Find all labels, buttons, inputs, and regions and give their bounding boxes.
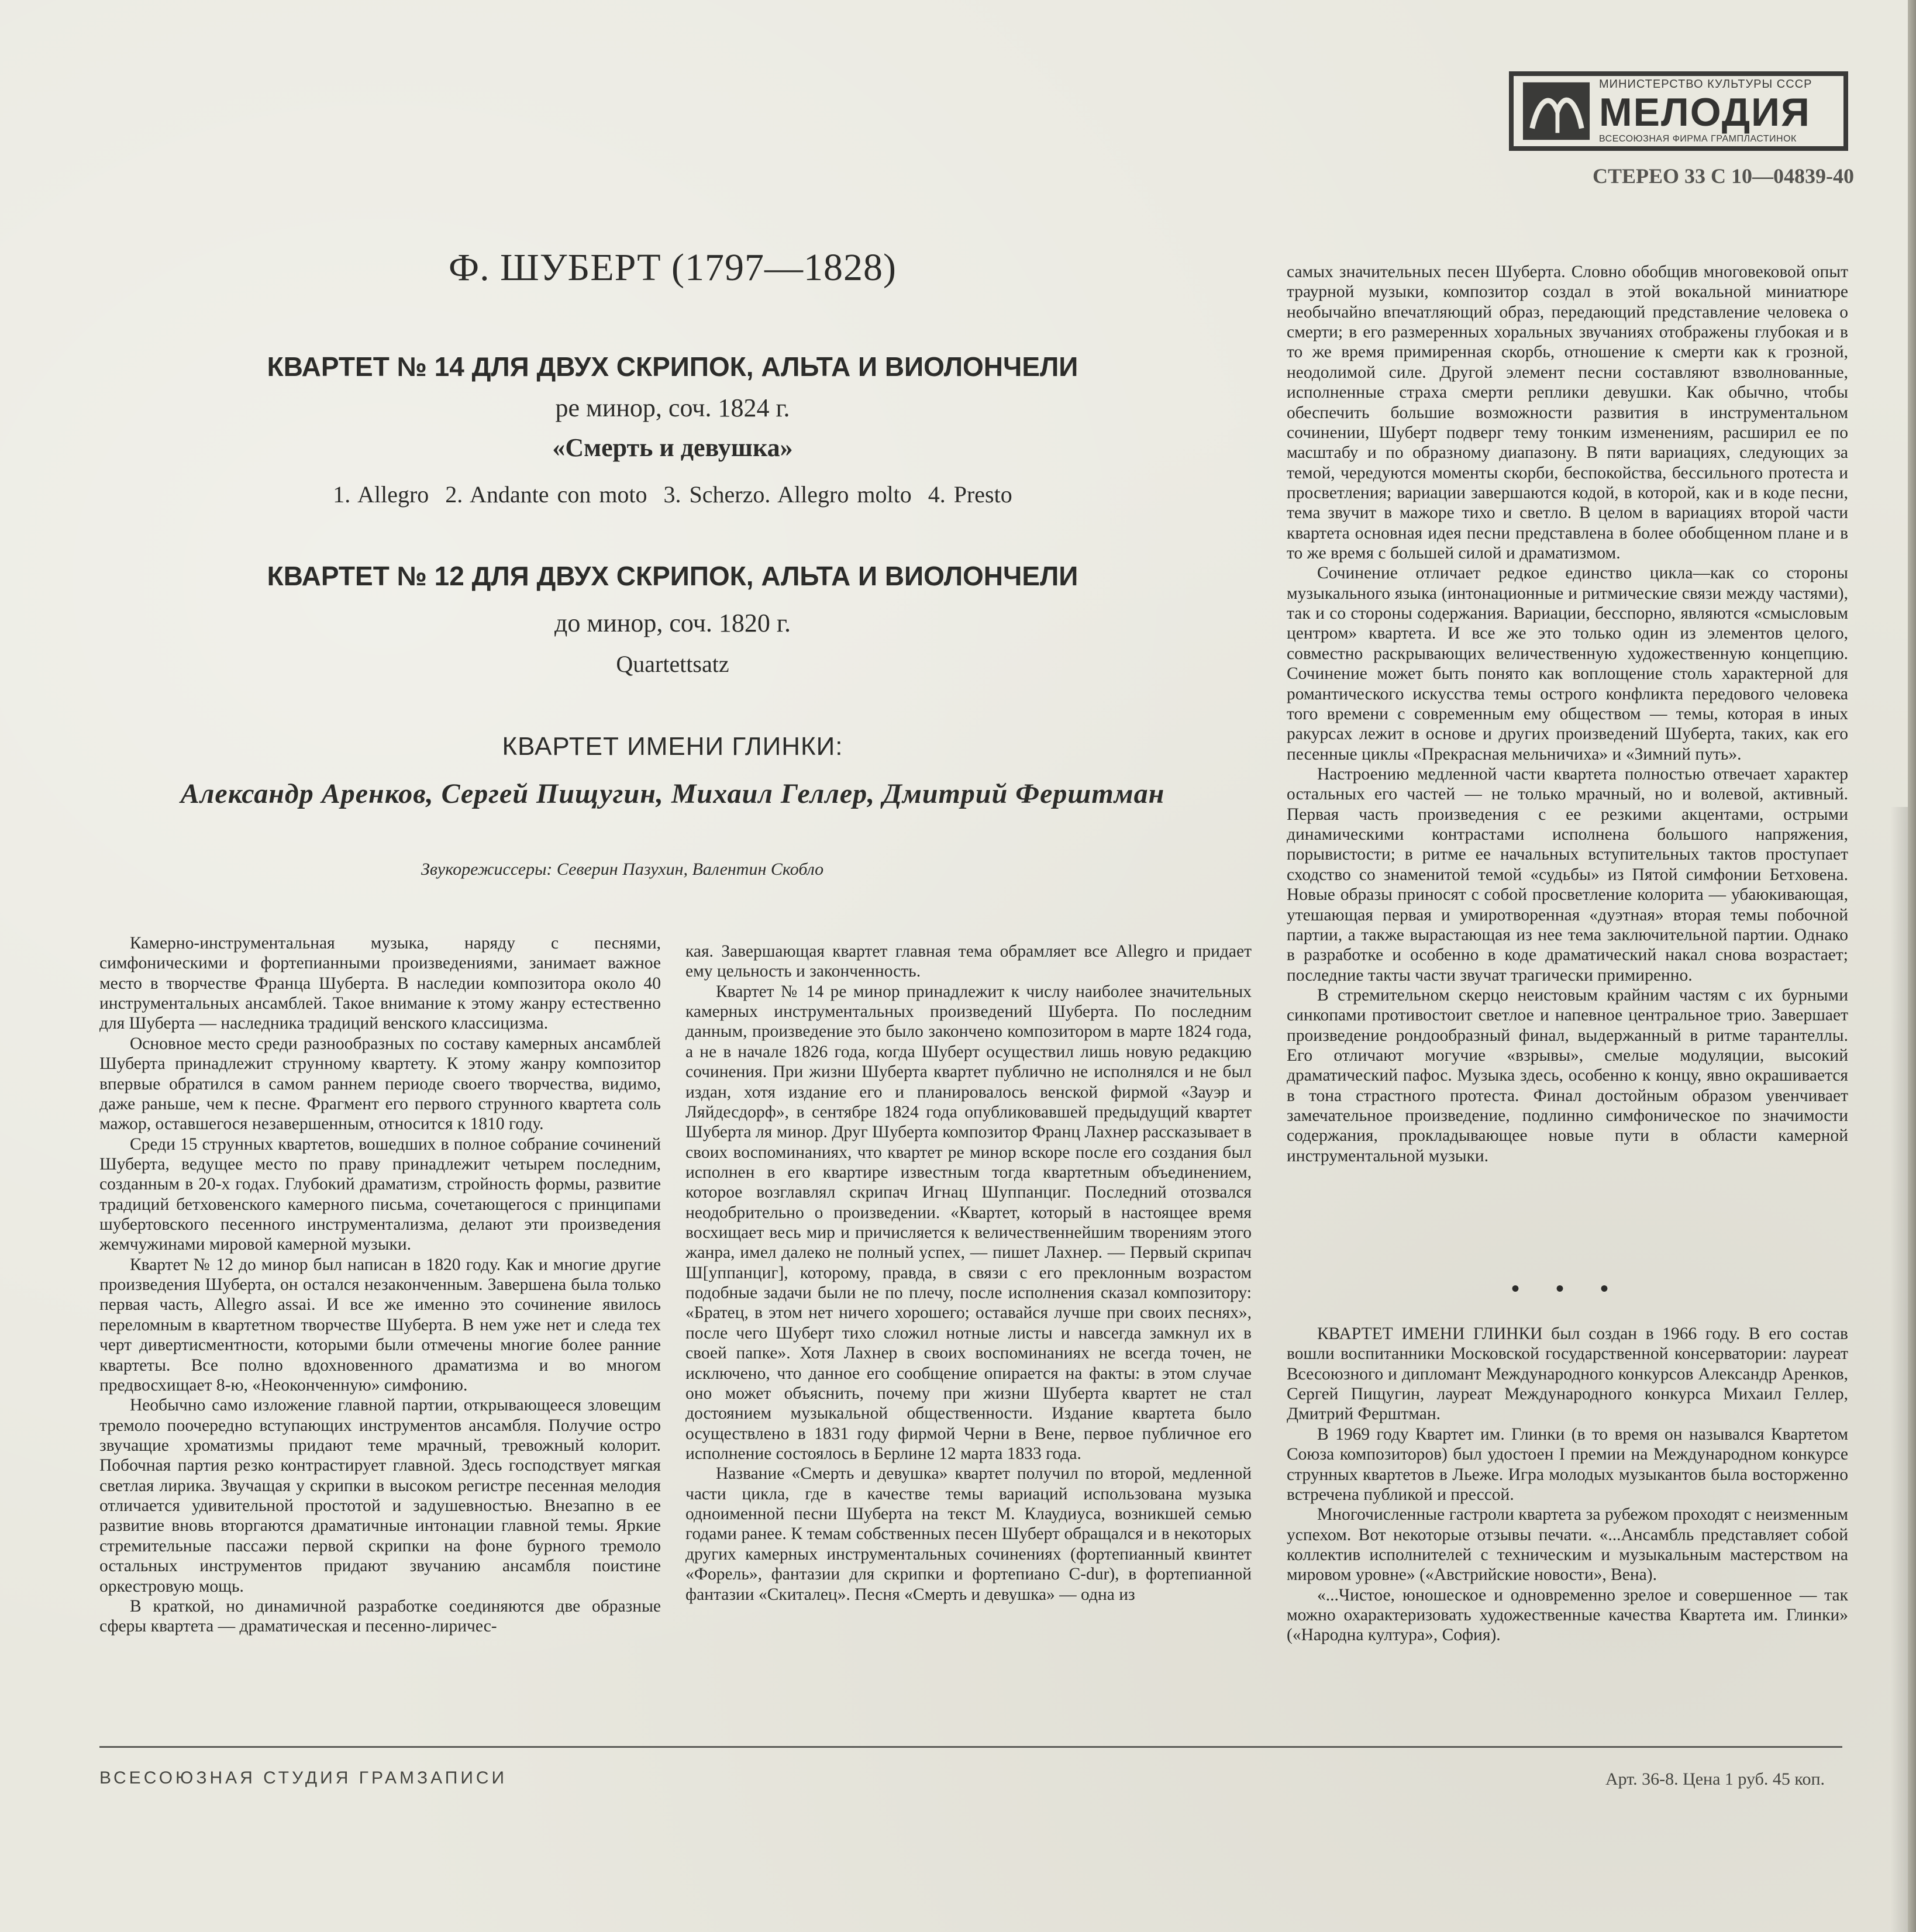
ensemble-biography: [1287, 1324, 1848, 1645]
paragraph: «...Чистое, юношеское и одновременно зрелое и совершенное — так можно охарактеризовать художественные качества Квартета им. Глинки» («Народна култура», София).: [1287, 1585, 1848, 1645]
ensemble-members: Александр Аренков, Сергей Пищугин, Михаил Геллер, Дмитрий Ферштман: [180, 778, 1165, 809]
studio-name: ВСЕСОЮЗНАЯ СТУДИЯ ГРАМЗАПИСИ: [99, 1768, 508, 1788]
quartet14-movements: 1. Allegro 2. Andante con moto 3. Scherzo. Allegro molto 4. Presto: [333, 481, 1012, 508]
paragraph: Основное место среди разнообразных по составу камерных ансамблей Шуберта принадлежит струнному квартету. К этому жанру композитор впервые обратился в самом раннем периоде своего творчества, видимо, даже раньше, чем к песне. Фрагмент его первого струнного квартета соль мажор, оставшегося незавершенным, относится к 1810 году.: [99, 1034, 661, 1134]
paragraph: Настроению медленной части квартета полностью отвечает характер остальных его частей — не только мрачный, но и волевой, активный. Первая часть произведения с ее резкими акцентами, острыми динамическими контрастами исполнена большого напряжения, порывистости; в ритме ее начальных вступительных тактов проступает сходство со знаменитой темой «судьбы» из Пятой симфонии Бетховена. Новые образы приносят с собой просветление колорита — убаюкивающая, утешающая первая и умиротворенная «дуэтная» вторая темы побочной партии, а также вырастающая из нее тема заключительной партии. Однако в разработке и особенно в коде драматический накал снова возрастает; последние такты части звучат трагически примиренно.: [1287, 764, 1848, 985]
quartet14-subtitle: «Смерть и девушка»: [552, 433, 793, 462]
quartet14-title: КВАРТЕТ № 14 ДЛЯ ДВУХ СКРИПОК, АЛЬТА И ВИОЛОНЧЕЛИ: [267, 351, 1078, 382]
sound-engineers: Звукорежиссеры: Северин Пазухин, Валентин Скобло: [421, 860, 824, 879]
liner-notes-column-1: [99, 933, 661, 1637]
paragraph: Необычно само изложение главной партии, открывающееся зловещим тремоло поочередно вступающих инструментов ансамбля. Получие остро звучащие хроматизмы придают теме мрачный, тревожный колорит. Побочная партия резко контрастирует главной. Здесь господствует мягкая светлая лирика. Звучащая у скрипки в высоком регистре песенная мелодия отличается удивительной простотой и задушевностью. Внезапно в ее развитие вновь вторгаются драматичные интонации главной темы. Яркие стремительные пассажи первой скрипки на фоне бурного тремоло остальных инструментов придают звучанию ансамбля поистине оркестровую мощь.: [99, 1396, 661, 1596]
paragraph: В краткой, но динамичной разработке соединяются две образные сферы квартета — драматическая и песенно-лиричес-: [99, 1596, 661, 1636]
paragraph: Камерно-инструментальная музыка, наряду с песнями, симфоническими и фортепианными произведениями, занимает важное место в творчестве Франца Шуберта. В наследии композитора около 40 инструментальных ансамблей. Такое внимание к этому жанру естественно для Шуберта — наследника традиций венского классицизма.: [99, 934, 661, 1033]
liner-notes-column-3: [1287, 262, 1848, 1166]
ensemble-title: КВАРТЕТ ИМЕНИ ГЛИНКИ:: [502, 732, 843, 761]
quartet12-key: до минор, соч. 1820 г.: [554, 609, 791, 637]
logo-ministry: МИНИСТЕРСТВО КУЛЬТУРЫ СССР: [1599, 78, 1812, 91]
paragraph: Название «Смерть и девушка» квартет получил по второй, медленной части цикла, где в качестве темы вариаций использована музыка одноименной песни Шуберта на текст М. Клаудиуса, возникшей семью годами ранее. К темам собственных песен Шуберт обращался и в некоторых других камерных инструментальных сочинениях (фортепианный квинтет «Форель», фантазии для скрипки и фортепиано C-dur), в фортепианной фантазии «Скиталец». Песня «Смерть и девушка» — одна из: [685, 1464, 1252, 1604]
footer-divider: [99, 1746, 1842, 1748]
catalog-number: СТЕРЕО 33 С 10—04839-40: [1592, 164, 1854, 188]
paragraph: В 1969 году Квартет им. Глинки (в то время он назывался Квартетом Союза композиторов) был удостоен I премии на Международном конкурсе струнных квартетов в Льеже. Игра молодых музыкантов была восторженно встречена публикой и прессой.: [1287, 1424, 1848, 1504]
price-label: Арт. 36-8. Цена 1 руб. 45 коп.: [1605, 1769, 1825, 1789]
logo-name: МЕЛОДИЯ: [1599, 90, 1811, 134]
sleeve-edge-shadow: [1890, 807, 1908, 1932]
paragraph: КВАРТЕТ ИМЕНИ ГЛИНКИ был создан в 1966 году. В его состав вошли воспитанники Московской государственной консерватории: лауреат Всесоюзного и дипломант Международного конкурсов Александр Аренков, Сергей Пищугин, лауреат Международного конкурса Михаил Геллер, Дмитрий Ферштман.: [1287, 1324, 1848, 1424]
logo-firm: ВСЕСОЮЗНАЯ ФИРМА ГРАМПЛАСТИНОК: [1599, 134, 1797, 144]
paragraph: Квартет № 12 до минор был написан в 1820 году. Как и многие другие произведения Шуберта, он остался незаконченным. Завершена была только первая часть, Allegro assai. И все же именно это сочинение явилось переломным в квартетном творчестве Шуберта. В нем уже нет и следа тех черт дивертисментности, которыми были отмечены многие более ранние квартеты. Все полно вдохновенного драматизма и во многом предвосхищает 8-ю, «Неоконченную» симфонию.: [99, 1255, 661, 1395]
paragraph: В стремительном скерцо неистовым крайним частям с их бурными синкопами противостоит светлое и напевное центральное трио. Завершает произведение рондообразный финал, выдержанный в ритме тарантеллы. Его отличают могучие «взрывы», смелые модуляции, высокий драматический пафос. Музыка здесь, особенно к концу, явно окрашивается в тона страстного протеста. Финал достойным образом увенчивает замечательное произведение, подлинно симфоническое по значимости содержания, прокладывающее новые пути в области камерной инструментальной музыки.: [1287, 985, 1848, 1165]
paragraph: кая. Завершающая квартет главная тема обрамляет все Allegro и придает ему цельность и законченность.: [685, 942, 1252, 981]
paragraph: самых значительных песен Шуберта. Словно обобщив многовековой опыт траурной музыки, композитор создал в этой вокальной миниатюре необычайно впечатляющий образ, передающий представление человека о смерти; в его размеренных хоральных звучаниях отображены глубокая и в то же время примиренная скорбь, отношение к смерти как к грозной, неодолимой силе. Другой элемент песни составляют взволнованные, исполненные страха смерти реплики девушки. Как обычно, чтобы обеспечить большие возможности развития в инструментальном сочинении, Шуберт подверг тему тонким изменениям, расширил ее по масштабу и по образному диапазону. В пяти вариациях, следующих за темой, чередуются моменты скорби, беспокойства, бессильного протеста и просветления; вариации завершаются кодой, в которой, как и в коде песни, тема звучит в мажоре тихо и светло. В целом в вариациях второй части квартета основная идея песни представлена в более обобщенном плане и в то же время с большей силой и драматизмом.: [1287, 263, 1848, 563]
paragraph: Квартет № 14 ре минор принадлежит к числу наиболее значительных камерных инструментальных произведений Шуберта. По последним данным, произведение это было закончено композитором в марте 1824 года, а не в начале 1826 года, когда Шуберт осуществил лишь новую редакцию сочинения. При жизни Шуберта квартет публично не исполнялся и не был издан, хотя издание его и планировалось венской фирмой «Зауэр и Ляйдесдорф», в сентябре 1824 года опубликовавшей предыдущий квартет Шуберта ля минор. Друг Шуберта композитор Франц Лахнер рассказывает в своих воспоминаниях, что квартет ре минор вскоре после его создания был исполнен в его квартире известным тогда квартетным объединением, которое возглавлял скрипач Игнац Шуппанциг. Последний отозвался неодобрительно о произведении. «Квартет, который в настоящее время восхищает весь мир и причисляется к величественнейшим творениям этого жанра, имел далеко не полный успех, — пишет Лахнер. — Первый скрипач Ш[уппанциг], которому, правда, в связи с его преклонным возрастом подобные задачи были не по плечу, после исполнения сказал композитору: «Братец, в этом нет ничего хорошего; оставайся лучше при своих песнях», после чего Шуберт тихо сложил нотные листы и навсегда замкнул их в своей папке». Хотя Лахнер в своих воспоминаниях не всегда точен, не исключено, что данное его сообщение опирается на факты: в этом случае оно может объяснить, почему при жизни Шуберта квартет не стал достоянием музыкальной общественности. Издание квартета было осуществлено в 1831 году фирмой Черни в Вене, первое публичное его исполнение состоялось в Берлине 12 марта 1833 года.: [685, 982, 1252, 1463]
melodiya-logo-icon: [1522, 81, 1591, 142]
liner-notes-column-2: [685, 941, 1252, 1605]
logo-text: [1599, 78, 1835, 144]
paragraph: Сочинение отличает редкое единство цикла—как со стороны музыкального языка (интонационные и ритмические связи между частями), так и со стороны содержания. Вариации, бесспорно, являются «смысловым центром» квартета. И все же это только один из элементов целого, совместно раскрывающих величественную художественную концепцию. Сочинение может быть понято как воплощение столь характерной для романтического искусства темы острого конфликта передового человека того времени с современным ему обществом — темы, которая в иных ракурсах лежит в основе и других произведений Шуберта, таких, как его песенные циклы «Прекрасная мельничиха» и «Зимний путь».: [1287, 564, 1848, 764]
paragraph: Многочисленные гастроли квартета за рубежом проходят с неизменным успехом. Вот некоторые отзывы печати. «...Ансамбль представляет собой коллектив исполнителей с техническим и музыкальным мастерством на мировом уровне» («Австрийские новости», Вена).: [1287, 1505, 1848, 1585]
paragraph: Среди 15 струнных квартетов, вошедших в полное собрание сочинений Шуберта, ведущее место по праву принадлежит четырем последним, созданным в 20-х годах. Глубокий драматизм, стройность формы, развитие традиций бетховенского камерного письма, сочетающегося с принципами шубертовского песенного инструментализма, делают эти произведения жемчужинами мировой камерной музыки.: [99, 1134, 661, 1254]
quartet12-title: КВАРТЕТ № 12 ДЛЯ ДВУХ СКРИПОК, АЛЬТА И ВИОЛОНЧЕЛИ: [267, 561, 1078, 591]
composer-title: Ф. ШУБЕРТ (1797—1828): [449, 246, 897, 289]
section-separator: • • •: [1511, 1275, 1624, 1302]
quartet12-subtitle: Quartettsatz: [616, 651, 729, 677]
quartet14-key: ре минор, соч. 1824 г.: [555, 394, 790, 422]
melodiya-logo: [1509, 71, 1848, 151]
sleeve-edge: [1908, 0, 1916, 1932]
